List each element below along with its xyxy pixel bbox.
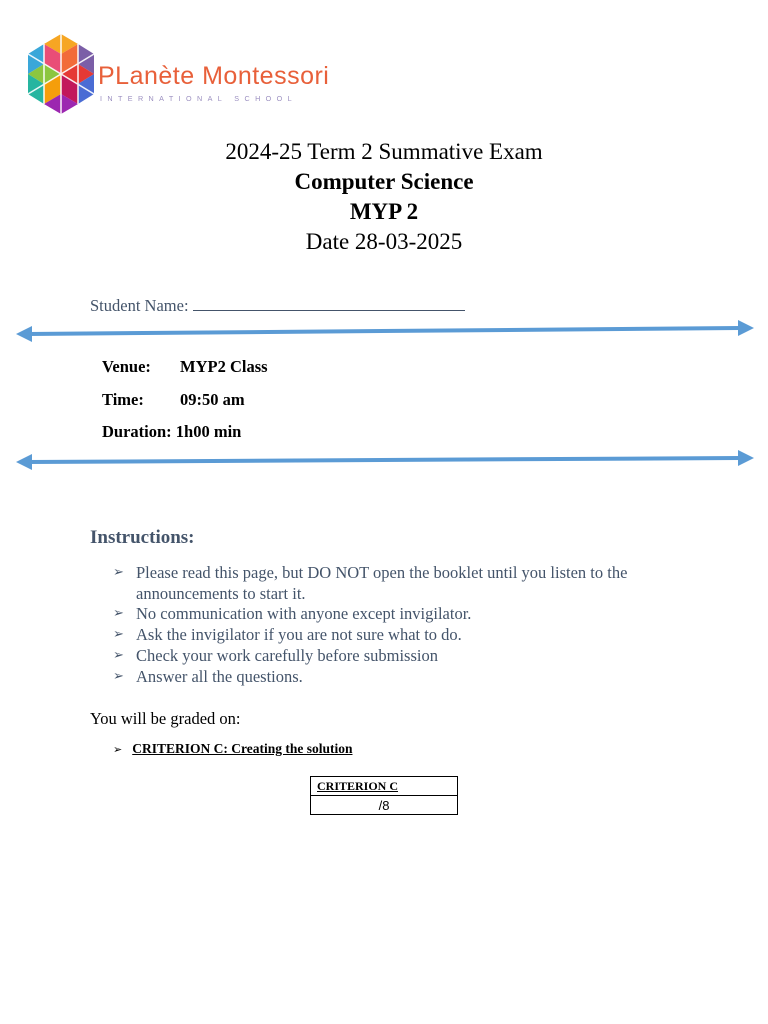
student-name-blank[interactable]	[193, 296, 465, 311]
cube-logo-icon	[26, 32, 96, 116]
level-title: MYP 2	[349, 199, 419, 224]
divider-arrow-top	[14, 320, 756, 342]
time-value: 09:50 am	[180, 390, 245, 409]
arrowhead-bullet-icon: ➢	[113, 606, 124, 622]
time-label: Time:	[102, 390, 144, 409]
instructions-heading: Instructions:	[90, 527, 195, 548]
graded-on-text: You will be graded on:	[90, 709, 241, 728]
arrowhead-bullet-icon: ➢	[113, 565, 124, 580]
logo-subtitle: INTERNATIONAL SCHOOL	[100, 94, 298, 103]
logo-wordmark: PLanète Montessori	[98, 62, 330, 90]
criterion-text: CRITERION C: Creating the solution	[132, 741, 353, 756]
criterion-table-header: CRITERION C	[311, 777, 458, 796]
arrowhead-bullet-icon: ➢	[113, 668, 124, 684]
arrowhead-bullet-icon: ➢	[113, 647, 124, 663]
list-item: ➢ Ask the invigilator if you are not sure what to do.	[113, 625, 462, 645]
school-logo	[26, 32, 330, 118]
duration-row	[102, 422, 241, 442]
list-item: ➢ Check your work carefully before submission	[113, 645, 438, 665]
criterion-table-score: /8	[311, 796, 458, 815]
divider-arrow-bottom	[14, 450, 756, 472]
duration-label: Duration:	[102, 422, 172, 441]
subject-title: Computer Science	[294, 169, 474, 194]
instructions-list	[113, 563, 713, 687]
student-name-field	[90, 296, 465, 316]
venue-label: Venue:	[102, 357, 151, 376]
list-item: ➢ No communication with anyone except invigilator.	[113, 604, 472, 624]
exam-title: 2024-25 Term 2 Summative Exam	[225, 139, 543, 164]
arrowhead-bullet-icon: ➢	[113, 743, 123, 756]
venue-row	[102, 357, 268, 377]
arrowhead-bullet-icon: ➢	[113, 627, 124, 643]
list-item: ➢ Answer all the questions.	[113, 666, 303, 686]
venue-value: MYP2 Class	[180, 357, 268, 376]
criterion-item	[113, 741, 352, 757]
duration-value: 1h00 min	[175, 422, 242, 441]
time-row	[102, 390, 245, 410]
criterion-score-table	[310, 776, 458, 815]
list-item: ➢ Please read this page, but DO NOT open the booklet until you listen to the announcements to start it.	[113, 563, 628, 603]
student-name-label: Student Name:	[90, 296, 189, 315]
exam-date: Date 28-03-2025	[305, 229, 463, 254]
